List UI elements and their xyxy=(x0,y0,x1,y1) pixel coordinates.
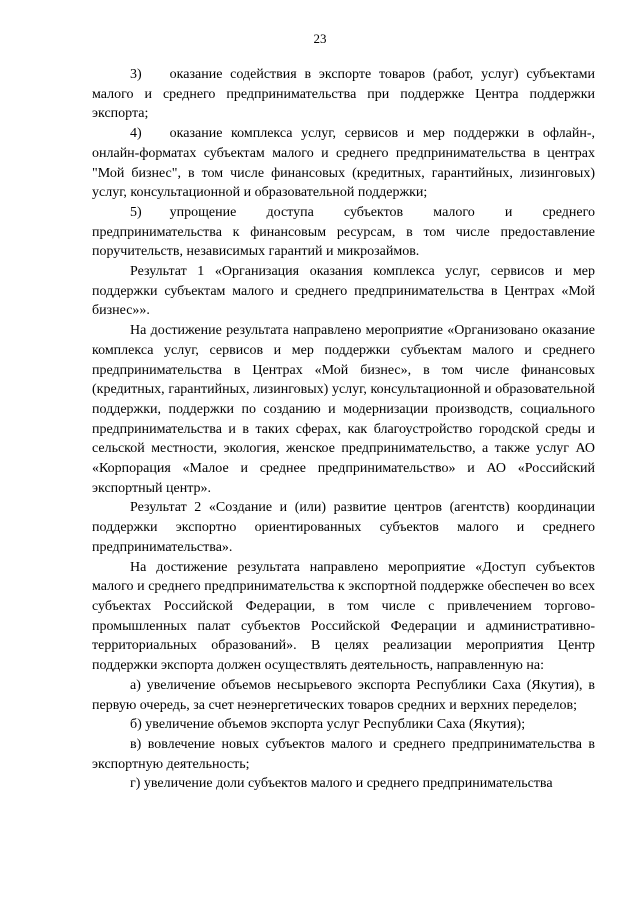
subitem-a: а) увеличение объемов несырьевого экспорта Республики Саха (Якутия), в первую очередь, за счет неэнергетических товаров средних и верхних переделов; xyxy=(92,677,595,713)
result-2-measure-paragraph: На достижение результата направлено мероприятие «Доступ субъектов малого и среднего предпринимательства к экспортной поддержке обеспечен во всех субъектах Российской Федерации, в том числе с привлечением торгово-промышленных палат субъектов Российской Федерации и административно-территориальных образований». В целях реализации мероприятия Центр поддержки экспорта должен осуществлять деятельность, направленную на: xyxy=(92,559,595,674)
list-item-3: 3) оказание содействия в экспорте товаров (работ, услуг) субъектами малого и среднего предпринимательства при поддержке Центра поддержки экспорта; xyxy=(92,67,595,122)
subitem-b: б) увеличение объемов экспорта услуг Республики Саха (Якутия); xyxy=(130,717,526,733)
page-number: 23 xyxy=(313,31,327,46)
document-body xyxy=(92,65,595,794)
list-item-5: 5) упрощение доступа субъектов малого и среднего предпринимательства к финансовым ресурсам, в том числе предоставление поручительств, независимых гарантий и микрозаймов. xyxy=(92,204,595,260)
result-1-paragraph: Результат 1 «Организация оказания комплекса услуг, сервисов и мер поддержки субъектам малого и среднего предпринимательства в Центрах «Мой бизнес»». xyxy=(92,264,595,319)
result-1-measure-paragraph: На достижение результата направлено мероприятие «Организовано оказание комплекса услуг, сервисов и мер поддержки субъектам малого и среднего предпринимательства в Центрах «Мой бизнес», в том числе финансовых (кредитных, гарантийных, лизинговых) услуг, консультационной и образовательной поддержки, поддержки по созданию и модернизации производств, социального предпринимательства и в таких сферах, как благоустройство городской среды и сельской местности, экология, женское предпринимательство, а также услуг АО «Корпорация «Малое и среднее предпринимательство» и АО «Российский экспортный центр». xyxy=(92,323,595,496)
subitem-v: в) вовлечение новых субъектов малого и среднего предпринимательства в экспортную деятельность; xyxy=(92,736,595,772)
subitem-g: г) увеличение доли субъектов малого и среднего предпринимательства xyxy=(130,776,553,792)
result-2-paragraph: Результат 2 «Создание и (или) развитие центров (агентств) координации поддержки экспортно ориентированных субъектов малого и среднего предпринимательства». xyxy=(92,500,595,555)
list-item-4: 4) оказание комплекса услуг, сервисов и мер поддержки в офлайн-, онлайн-форматах субъектам малого и среднего предпринимательства в центрах "Мой бизнес", в том числе финансовых (кредитных, гарантийных, лизинговых) услуг, консультационной и образовательной поддержки; xyxy=(92,126,595,201)
